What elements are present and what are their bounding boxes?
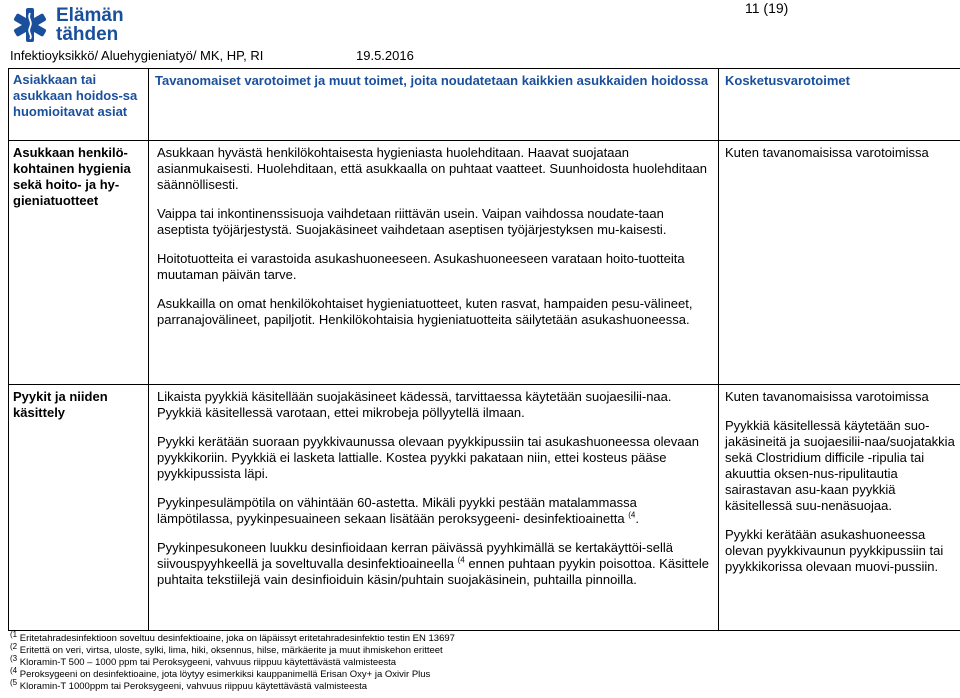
paragraph: Kuten tavanomaisissa varotoimissa: [725, 389, 929, 404]
table-row: [9, 141, 960, 385]
footnote-mark: (5: [10, 677, 18, 687]
footnote-text: Eritettä on veri, virtsa, uloste, sylki, lima, hiki, oksennus, hilse, märkäerite ja muut ihmiskehon eritteet: [17, 645, 443, 656]
table-header-row: [9, 69, 960, 141]
paragraph: Pyykki kerätään suoraan pyykkivaunussa olevaan pyykkipussiin tai asukashuoneessa olevaan pyykkikoriin. Pyykkiä ei lasketa lattialle. Kostea pyykki pakataan niin, ettei kosteus pääse pyykkipussista läpi.: [157, 434, 699, 481]
paragraph: Kuten tavanomaisissa varotoimissa: [725, 145, 929, 160]
row-content-hygiene: [149, 141, 719, 385]
paragraph: [157, 540, 712, 588]
author-line: Infektioyksikkö/ Aluehygieniatyö/ MK, HP, RI: [10, 48, 264, 63]
paragraph: Hoitotuotteita ei varastoida asukashuoneeseen. Asukashuoneeseen varataan hoito-tuotteita muutaman päivän tarve.: [157, 251, 685, 282]
footnote-ref: (4: [457, 555, 465, 565]
header-col1: Asiakkaan tai asukkaan hoidos-sa huomioitavat asiat: [9, 69, 149, 141]
header-col2: Tavanomaiset varotoimet ja muut toimet, joita noudatetaan kaikkien asukkaiden hoidossa: [149, 69, 719, 141]
paragraph: Asukkaan hyvästä henkilökohtaisesta hygieniasta huolehditaan. Haavat suojataan asianmukaisesti. Huolehditaan, että asukkaalla on puhtaat vaatteet. Suunhoidosta huolehditaan säännöllisesti.: [157, 145, 707, 192]
guideline-table: [8, 68, 960, 631]
paragraph: [157, 495, 712, 527]
row-label-laundry: Pyykit ja niiden käsittely: [9, 385, 149, 631]
paragraph: Vaippa tai inkontinenssisuoja vaihdetaan riittävän usein. Vaipan vaihdossa noudate-taan aseptista työjärjestystä. Suojakäsineet vaihdetaan aseptisen työjärjestyksen mu-kaisesti.: [157, 206, 667, 237]
footnote-mark: (2: [10, 641, 18, 651]
text-run: Pyykinpesulämpötila on vähintään 60-astetta. Mikäli pyykki pestään matalammassa lämpötilassa, pyykinpesuaineen sekaan lisätään peroksygeeni- desinfektioainetta: [157, 495, 637, 526]
text-run: .: [635, 511, 639, 526]
document-meta: [10, 48, 414, 63]
document-date: 19.5.2016: [356, 48, 414, 63]
paragraph: Likaista pyykkiä käsitellään suojakäsineet kädessä, tarvittaessa käytetään suojaesilii-naa. Pyykkiä käsitellessä varotaan, ettei mikrobeja pöllyytellä ilmaan.: [157, 389, 672, 420]
footnote-mark: (3: [10, 653, 18, 663]
logo: [10, 4, 124, 46]
page-number: 11 (19): [745, 0, 789, 16]
text-run: ennen puhtaan pyykin poisottoa. Käsittele puhtaita tekstiilejä vain desinfioiduin käsin/puhtain suojakäsinein, puhtailla pinnoilla.: [157, 556, 710, 587]
paragraph: Pyykki kerätään asukashuoneessa olevan pyykkivaunun pyykkipussiin tai pyykkikorissa olevaan muovi-pussiin.: [725, 527, 944, 574]
row-contact-precautions-laundry: [719, 385, 960, 631]
logo-wordmark: [56, 6, 124, 44]
row-contact-precautions-hygiene: [719, 141, 960, 385]
footnotes: [10, 629, 455, 693]
footnote: [10, 653, 455, 669]
footnote: [10, 665, 455, 681]
footnote: [10, 677, 455, 693]
text-run: Pyykinpesukoneen luukku desinfioidaan kerran päivässä pyyhkimällä se kertakäyttöi-sellä siivouspyyhkeellä ja soveltuvalla desinfektioaineella: [157, 540, 673, 571]
footnote: [10, 629, 455, 645]
footnote-text: Kloramin-T 500 – 1000 ppm tai Peroksygeeni, vahvuus riippuu käytettävästä valmisteesta: [17, 657, 397, 668]
row-label-hygiene: Asukkaan henkilö-kohtainen hygienia sekä hoito- ja hy-gieniatuotteet: [9, 141, 149, 385]
footnote: [10, 641, 455, 657]
header-col3: Kosketusvarotoimet: [719, 69, 960, 141]
footnote-mark: (4: [10, 665, 18, 675]
footnote-text: Kloramin-T 1000ppm tai Peroksygeeni, vahvuus riippuu käytettävästä valmisteesta: [17, 681, 368, 692]
logo-line2: tähden: [56, 24, 119, 45]
table-row: [9, 385, 960, 631]
star-of-life-icon: [10, 5, 50, 45]
logo-line1: Elämän: [56, 5, 124, 26]
paragraph: Asukkailla on omat henkilökohtaiset hygieniatuotteet, kuten rasvat, hampaiden pesu-välineet, parranajovälineet, papiljotit. Henkilökohtaisia hygieniatuotteita säilytetään asukashuoneessa.: [157, 296, 693, 327]
footnote-ref: (4: [628, 510, 636, 520]
footnote-mark: (1: [10, 629, 18, 639]
footnote-text: Eritetahradesinfektioon soveltuu desinfektioaine, joka on läpäissyt eritetahradesinfektio testin EN 13697: [17, 633, 455, 644]
paragraph: Pyykkiä käsitellessä käytetään suo-jakäsineitä ja suojaesilii-naa/suojatakkia sekä Clostridium difficile -ripulia tai akuuttia oksen-nus-ripulitautia sairastavan asu-kaan pyykkiä käsitellessä suu-nenäsuojaa.: [725, 418, 955, 513]
row-content-laundry: [149, 385, 719, 631]
footnote-text: Peroksygeeni on desinfektioaine, jota löytyy esimerkiksi kauppanimellä Erisan Oxy+ ja Oxivir Plus: [17, 669, 431, 680]
